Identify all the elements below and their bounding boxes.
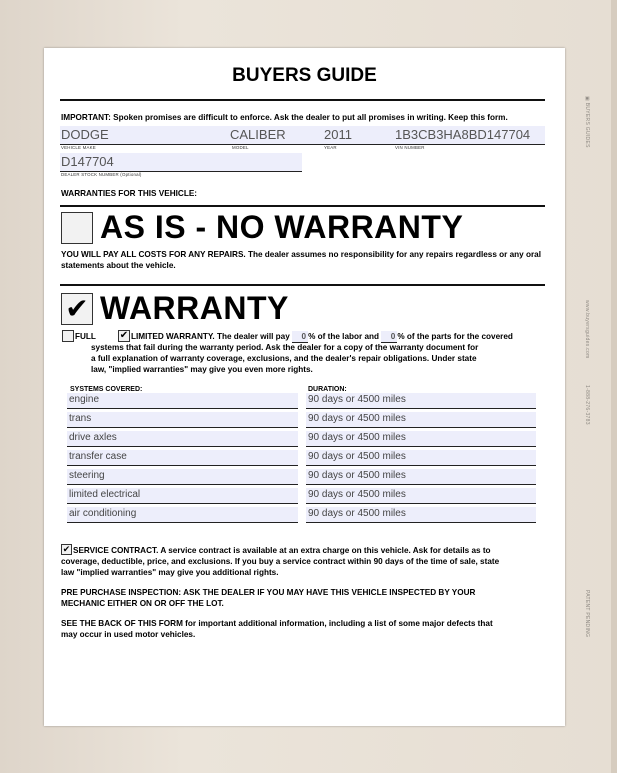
stock-number-field[interactable]: D147704 [60,153,302,172]
limited-line-3: a full explanation of warranty coverage, exclusions, and the dealer's repair obligations. Under state [91,354,477,363]
service-contract-line-2: coverage, deductible, price, and exclusions. If you buy a service contract within 90 days of the time of sale, state [61,557,500,566]
divider [60,284,545,286]
sleeve-phone: 1-888-276-3783 [584,385,590,425]
sleeve-website: www.buyersguides.com [584,300,590,359]
duration-row-4[interactable]: 90 days or 4500 miles [306,450,536,466]
labor-text: % of the labor and [308,332,380,341]
systems-covered-label: SYSTEMS COVERED: [70,386,143,393]
duration-row-1[interactable]: 90 days or 4500 miles [306,393,536,409]
divider [60,99,545,101]
warranties-heading: WARRANTIES FOR THIS VEHICLE: [61,189,198,198]
vehicle-model-field[interactable]: CALIBER [229,126,323,145]
system-row-5[interactable]: steering [67,469,298,485]
warranty-checkbox[interactable]: ✔ [61,293,93,325]
full-label: FULL [75,332,96,341]
duration-row-6[interactable]: 90 days or 4500 miles [306,488,536,504]
year-caption: YEAR [324,145,337,150]
system-row-3[interactable]: drive axles [67,431,298,447]
limited-warranty-checkbox[interactable]: ✔ [119,330,129,341]
as-is-text: YOU WILL PAY ALL COSTS FOR ANY REPAIRS. The dealer assumes no responsibility for any repairs regardless or any oral statements about the vehicle. [61,250,542,270]
limited-prefix: LIMITED WARRANTY. The dealer will pay [131,332,290,341]
duration-label: DURATION: [308,386,347,393]
pre-purchase-line-1: PRE PURCHASE INSPECTION: ASK THE DEALER IF YOU MAY HAVE THIS VEHICLE INSPECTED BY YOUR [61,588,476,597]
duration-row-2[interactable]: 90 days or 4500 miles [306,412,536,428]
make-caption: VEHICLE MAKE [61,145,96,150]
important-notice: IMPORTANT: Spoken promises are difficult to enforce. Ask the dealer to put all promises in writing. Keep this form. [61,113,508,122]
labor-percent-field[interactable]: 0 [292,331,308,343]
pre-purchase-line-2: MECHANIC EITHER ON OR OFF THE LOT. [61,599,224,608]
as-is-heading: AS IS - NO WARRANTY [100,209,464,245]
limited-line-4: law, "implied warranties" may give you even more rights. [91,365,313,374]
vin-field[interactable]: 1B3CB3HA8BD147704 [394,126,545,145]
system-row-1[interactable]: engine [67,393,298,409]
sleeve-logo-text: ▣ BUYERS GUIDES [584,96,590,148]
service-contract-line-3: law "implied warranties" may give you additional rights. [61,568,279,577]
vehicle-make-field[interactable]: DODGE [60,126,229,145]
duration-row-3[interactable]: 90 days or 4500 miles [306,431,536,447]
duration-row-7[interactable]: 90 days or 4500 miles [306,507,536,523]
system-row-7[interactable]: air conditioning [67,507,298,523]
stock-caption: DEALER STOCK NUMBER (Optional) [61,172,142,177]
form-title: BUYERS GUIDE [232,65,377,86]
system-row-2[interactable]: trans [67,412,298,428]
duration-row-5[interactable]: 90 days or 4500 miles [306,469,536,485]
full-warranty-checkbox[interactable] [62,330,74,342]
sleeve-edge [611,0,617,773]
parts-text: % of the parts for the covered [397,332,513,341]
model-caption: MODEL [232,145,249,150]
divider [60,205,545,207]
see-back-line-2: may occur in used motor vehicles. [61,630,196,639]
as-is-checkbox[interactable] [61,212,93,244]
system-row-4[interactable]: transfer case [67,450,298,466]
parts-percent-field[interactable]: 0 [381,331,397,343]
see-back-line-1: SEE THE BACK OF THIS FORM for important additional information, including a list of some major defects that [61,619,493,628]
service-contract-line-1: SERVICE CONTRACT. A service contract is available at an extra charge on this vehicle. Ask for details as to [73,546,491,555]
vin-caption: VIN NUMBER [395,145,425,150]
service-contract-checkbox[interactable]: ✔ [62,544,71,554]
sleeve-patent: PATENT PENDING [584,590,590,638]
warranty-heading: WARRANTY [100,290,289,326]
limited-line-2: systems that fail during the warranty period. Ask the dealer for a copy of the warranty document for [91,343,479,352]
system-row-6[interactable]: limited electrical [67,488,298,504]
buyers-guide-form [44,48,565,726]
vehicle-year-field[interactable]: 2011 [323,126,394,145]
